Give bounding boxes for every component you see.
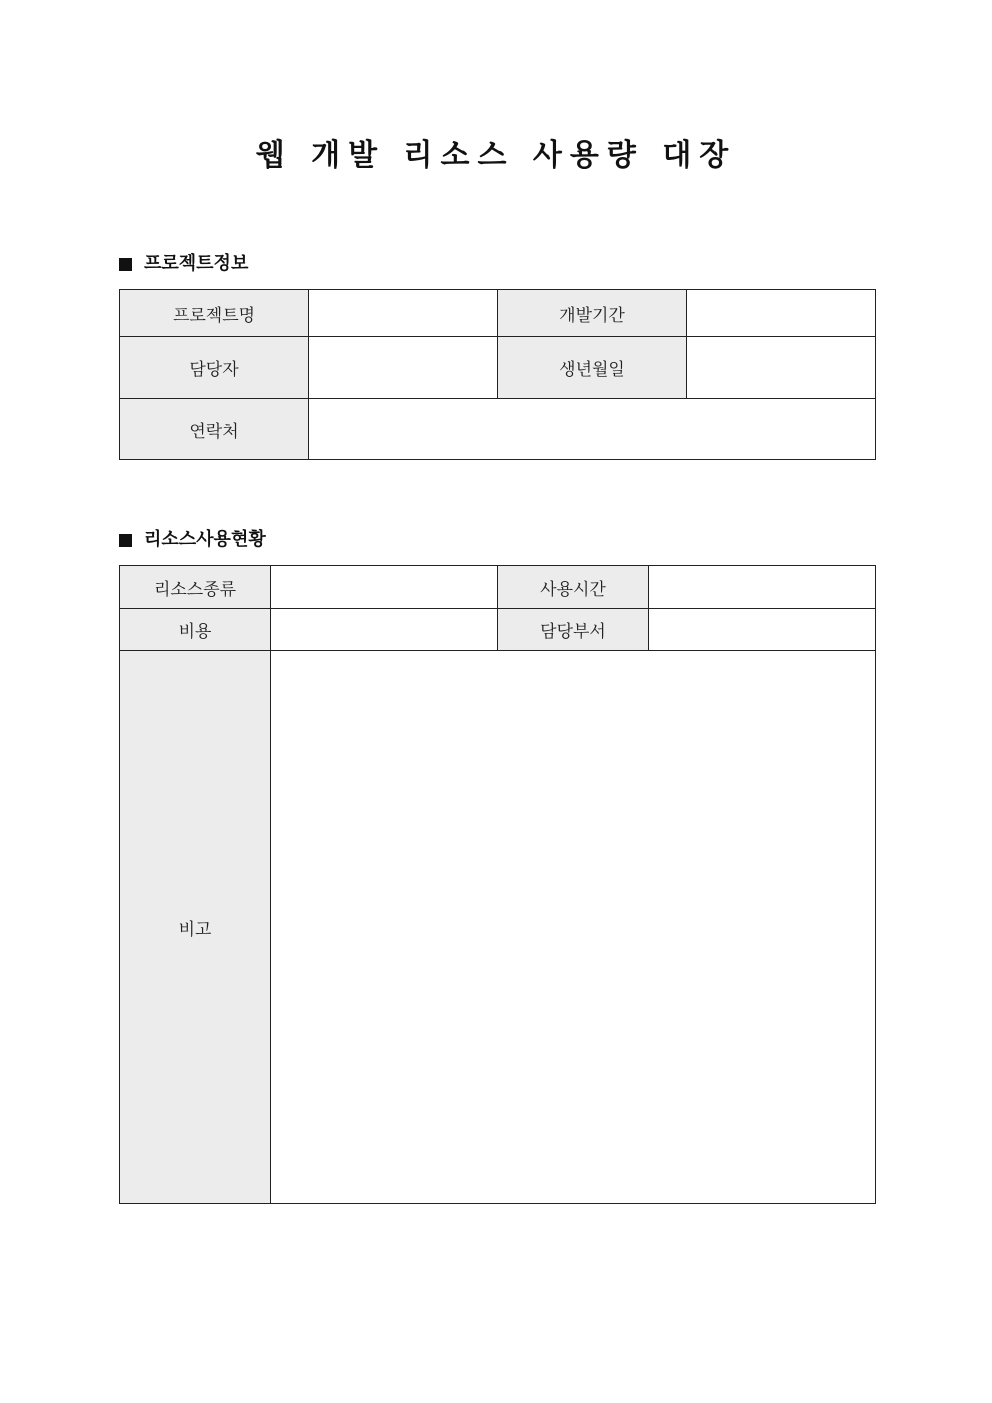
birth-date-label: 생년월일 <box>498 337 687 399</box>
section-heading-text: 프로젝트정보 <box>144 253 249 274</box>
square-bullet-icon <box>119 258 132 271</box>
resource-type-label: 리소스종류 <box>120 566 271 609</box>
dev-period-field[interactable] <box>687 290 876 337</box>
resource-type-field[interactable] <box>271 566 498 609</box>
section-heading-resource-usage <box>119 528 266 552</box>
document-title: 웹 개발 리소스 사용량 대장 <box>255 138 737 173</box>
remarks-label: 비고 <box>120 651 271 1204</box>
usage-time-field[interactable] <box>649 566 876 609</box>
project-name-field[interactable] <box>309 290 498 337</box>
remarks-field[interactable] <box>271 651 876 1204</box>
contact-label: 연락처 <box>120 399 309 460</box>
cost-field[interactable] <box>271 609 498 651</box>
cost-label: 비용 <box>120 609 271 651</box>
usage-time-label: 사용시간 <box>498 566 649 609</box>
section-heading-project-info <box>119 252 248 276</box>
department-field[interactable] <box>649 609 876 651</box>
section-heading-text: 리소스사용현황 <box>144 529 266 550</box>
project-info-table <box>119 289 876 460</box>
square-bullet-icon <box>119 534 132 547</box>
contact-field[interactable] <box>309 399 876 460</box>
birth-date-field[interactable] <box>687 337 876 399</box>
manager-field[interactable] <box>309 337 498 399</box>
project-name-label: 프로젝트명 <box>120 290 309 337</box>
dev-period-label: 개발기간 <box>498 290 687 337</box>
manager-label: 담당자 <box>120 337 309 399</box>
department-label: 담당부서 <box>498 609 649 651</box>
resource-usage-table <box>119 565 876 1204</box>
